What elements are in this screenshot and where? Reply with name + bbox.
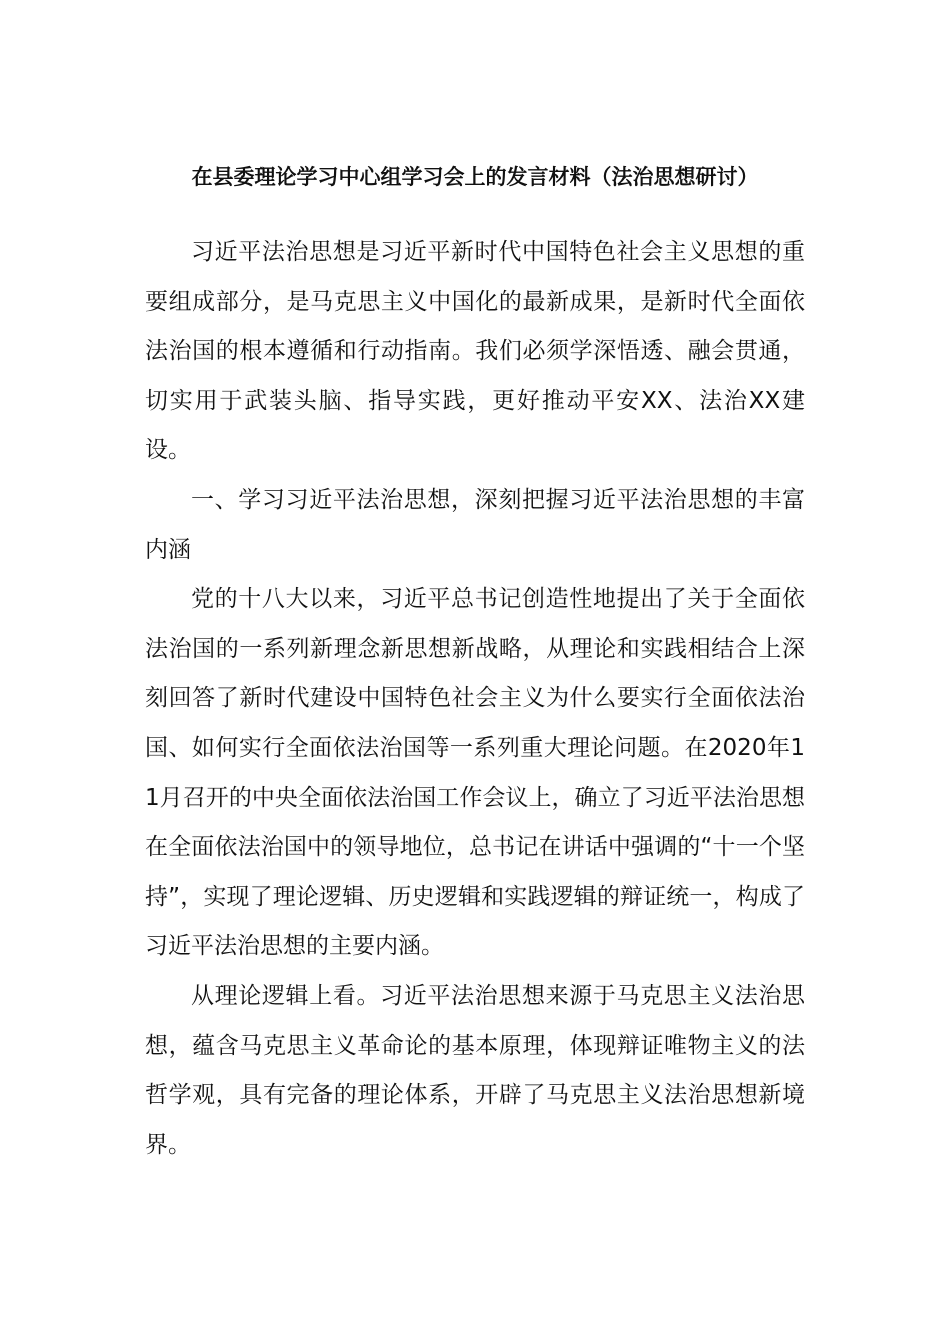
paragraph-background: 党的十八大以来，习近平总书记创造性地提出了关于全面依法治国的一系列新理念新思想新战略，从理论和实践相结合上深刻回答了新时代建设中国特色社会主义为什么要实行全面依法治国、如何实行全面依法治国等一系列重大理论问题。在2020年11月召开的中央全面依法治国工作会议上，确立了习近平法治思想在全面依法治国中的领导地位，总书记在讲话中强调的“十一个坚持”，实现了理论逻辑、历史逻辑和实践逻辑的辩证统一，构成了习近平法治思想的主要内涵。 — [145, 586, 805, 960]
document-title: 在县委理论学习中心组学习会上的发言材料（法治思想研讨） — [191, 165, 759, 189]
paragraph-intro: 习近平法治思想是习近平新时代中国特色社会主义思想的重要组成部分，是马克思主义中国化的最新成果，是新时代全面依法治国的根本遵循和行动指南。我们必须学深悟透、融会贯通，切实用于武装头脑、指导实践，更好推动平安XX、法治XX建设。 — [145, 239, 805, 464]
section-heading-1: 一、学习习近平法治思想，深刻把握习近平法治思想的丰富内涵 — [145, 486, 805, 563]
paragraph-theory-logic: 从理论逻辑上看。习近平法治思想来源于马克思主义法治思想，蕴含马克思主义革命论的基本原理，体现辩证唯物主义的法哲学观，具有完备的理论体系，开辟了马克思主义法治思想新境界。 — [145, 982, 805, 1158]
document-body — [145, 228, 805, 1170]
